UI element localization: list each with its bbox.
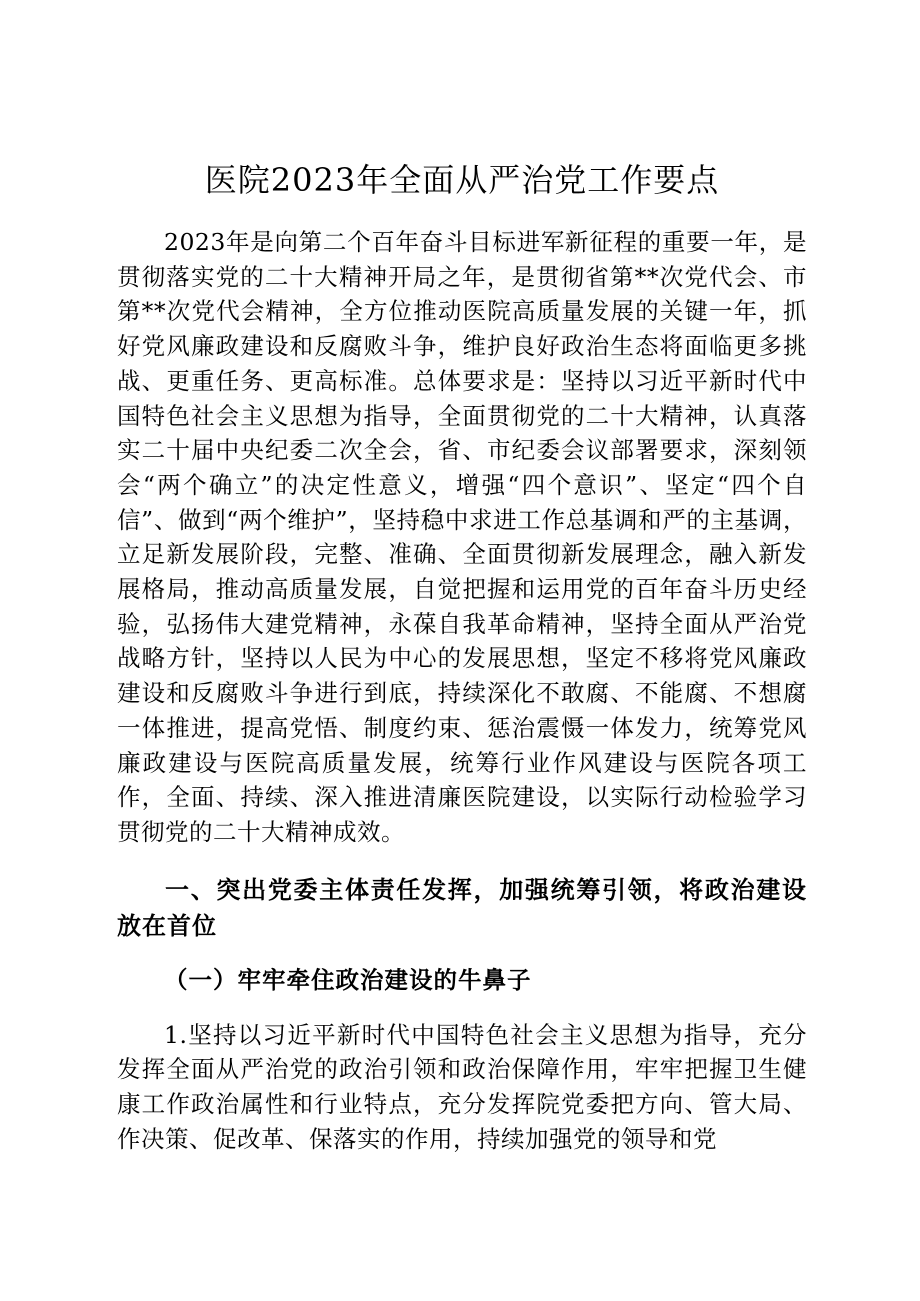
section-heading-1: 一、突出党委主体责任发挥，加强统筹引领，将政治建设放在首位 bbox=[117, 875, 807, 940]
document-title: 医院2023年全面从严治党工作要点 bbox=[204, 161, 720, 199]
subsection-heading-1: （一）牢牢牵住政治建设的牛鼻子 bbox=[164, 965, 532, 994]
document-page bbox=[117, 155, 807, 1156]
intro-paragraph: 2023年是向第二个百年奋斗目标进军新征程的重要一年，是贯彻落实党的二十大精神开局之年，是贯彻省第**次党代会、市第**次党代会精神，全方位推动医院高质量发展的关键一年，抓好党风廉政建设和反腐败斗争，维护良好政治生态将面临更多挑战、更重任务、更高标准。总体要求是：坚持以习近平新时代中国特色社会主义思想为指导，全面贯彻党的二十大精神，认真落实二十届中央纪委二次全会，省、市纪委会议部署要求，深刻领会“两个确立”的决定性意义，增强“四个意识”、坚定“四个自信”、做到“两个维护”，坚持稳中求进工作总基调和严的主基调，立足新发展阶段，完整、准确、全面贯彻新发展理念，融入新发展格局，推动高质量发展，自觉把握和运用党的百年奋斗历史经验，弘扬伟大建党精神，永葆自我革命精神，坚持全面从严治党战略方针，坚持以人民为中心的发展思想，坚定不移将党风廉政建设和反腐败斗争进行到底，持续深化不敢腐、不能腐、不想腐一体推进，提高党悟、制度约束、惩治震慑一体发力，统筹党风廉政建设与医院高质量发展，统筹行业作风建设与医院各项工作，全面、持续、深入推进清廉医院建设，以实际行动检验学习贯彻党的二十大精神成效。 bbox=[117, 228, 807, 846]
item-paragraph-1: 1.坚持以习近平新时代中国特色社会主义思想为指导，充分发挥全面从严治党的政治引领和政治保障作用，牢牢把握卫生健康工作政治属性和行业特点，充分发挥院党委把方向、管大局、作决策、促改革、保落实的作用，持续加强党的领导和党 bbox=[117, 1020, 807, 1153]
